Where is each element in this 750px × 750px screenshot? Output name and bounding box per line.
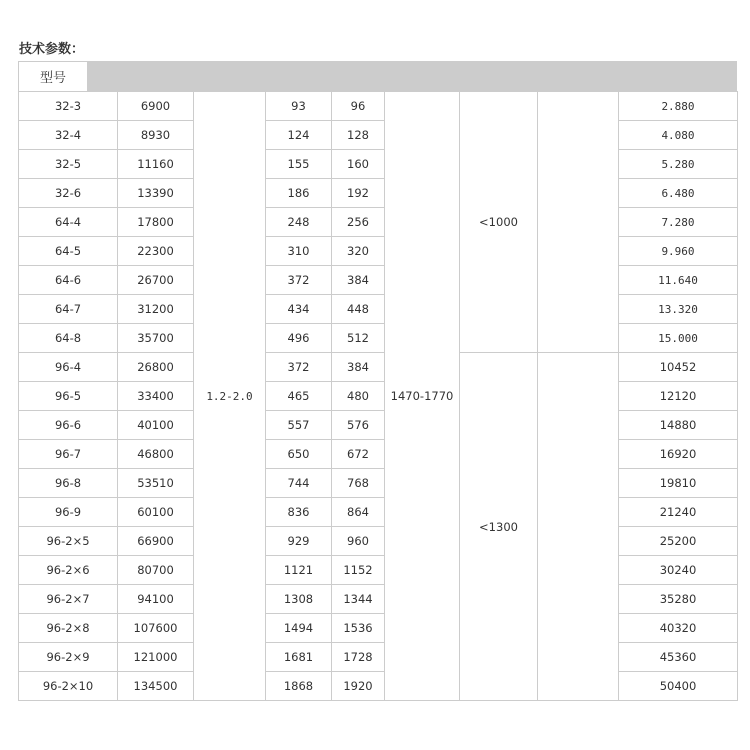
table-row bbox=[19, 498, 738, 527]
value-cell: 1494 bbox=[266, 614, 332, 643]
value-cell: 434 bbox=[266, 295, 332, 324]
value-cell: 384 bbox=[332, 353, 385, 382]
weight-cell: 16920 bbox=[619, 440, 738, 469]
value-cell: 744 bbox=[266, 469, 332, 498]
model-cell: 32-4 bbox=[19, 121, 118, 150]
value-cell: 465 bbox=[266, 382, 332, 411]
value-cell: 310 bbox=[266, 237, 332, 266]
value-cell: 22300 bbox=[118, 237, 194, 266]
model-cell: 64-7 bbox=[19, 295, 118, 324]
model-cell: 96-4 bbox=[19, 353, 118, 382]
value-cell: 650 bbox=[266, 440, 332, 469]
blank-cell bbox=[538, 353, 619, 701]
value-cell: 46800 bbox=[118, 440, 194, 469]
weight-cell: 9.960 bbox=[619, 237, 738, 266]
value-cell: 96 bbox=[332, 92, 385, 121]
table-row bbox=[19, 237, 738, 266]
value-cell: 864 bbox=[332, 498, 385, 527]
value-cell: 1152 bbox=[332, 556, 385, 585]
weight-cell: 19810 bbox=[619, 469, 738, 498]
weight-cell: 4.080 bbox=[619, 121, 738, 150]
model-cell: 64-8 bbox=[19, 324, 118, 353]
table-header-bar bbox=[18, 61, 737, 91]
weight-cell: 14880 bbox=[619, 411, 738, 440]
value-cell: 93 bbox=[266, 92, 332, 121]
value-cell: 186 bbox=[266, 179, 332, 208]
table-row bbox=[19, 527, 738, 556]
value-cell: 31200 bbox=[118, 295, 194, 324]
section-heading: 技术参数： bbox=[19, 42, 85, 57]
table-row bbox=[19, 121, 738, 150]
value-cell: 17800 bbox=[118, 208, 194, 237]
value-cell: 496 bbox=[266, 324, 332, 353]
merged-speed-cell: 1470-1770 bbox=[385, 92, 460, 701]
table-row bbox=[19, 672, 738, 701]
table-row bbox=[19, 266, 738, 295]
weight-cell: 50400 bbox=[619, 672, 738, 701]
table-row bbox=[19, 440, 738, 469]
spec-table bbox=[18, 91, 738, 701]
model-cell: 64-5 bbox=[19, 237, 118, 266]
model-cell: 96-5 bbox=[19, 382, 118, 411]
model-cell: 32-3 bbox=[19, 92, 118, 121]
value-cell: 929 bbox=[266, 527, 332, 556]
weight-cell: 2.880 bbox=[619, 92, 738, 121]
table-row bbox=[19, 208, 738, 237]
table-row bbox=[19, 353, 738, 382]
value-cell: 35700 bbox=[118, 324, 194, 353]
value-cell: 160 bbox=[332, 150, 385, 179]
value-cell: 107600 bbox=[118, 614, 194, 643]
table-row bbox=[19, 585, 738, 614]
value-cell: 94100 bbox=[118, 585, 194, 614]
weight-cell: 7.280 bbox=[619, 208, 738, 237]
weight-cell: 45360 bbox=[619, 643, 738, 672]
table-row bbox=[19, 92, 738, 121]
value-cell: 248 bbox=[266, 208, 332, 237]
value-cell: 192 bbox=[332, 179, 385, 208]
value-cell: 60100 bbox=[118, 498, 194, 527]
value-cell: 836 bbox=[266, 498, 332, 527]
value-cell: 40100 bbox=[118, 411, 194, 440]
value-cell: 448 bbox=[332, 295, 385, 324]
value-cell: 1868 bbox=[266, 672, 332, 701]
model-cell: 96-2×9 bbox=[19, 643, 118, 672]
value-cell: 1308 bbox=[266, 585, 332, 614]
weight-cell: 5.280 bbox=[619, 150, 738, 179]
model-cell: 96-2×7 bbox=[19, 585, 118, 614]
weight-cell: 12120 bbox=[619, 382, 738, 411]
model-column-header: 型号 bbox=[19, 62, 87, 91]
merged-limit-cell: <1000 bbox=[460, 92, 538, 353]
model-cell: 96-6 bbox=[19, 411, 118, 440]
value-cell: 1121 bbox=[266, 556, 332, 585]
value-cell: 6900 bbox=[118, 92, 194, 121]
value-cell: 8930 bbox=[118, 121, 194, 150]
value-cell: 26800 bbox=[118, 353, 194, 382]
weight-cell: 40320 bbox=[619, 614, 738, 643]
value-cell: 13390 bbox=[118, 179, 194, 208]
value-cell: 557 bbox=[266, 411, 332, 440]
value-cell: 768 bbox=[332, 469, 385, 498]
value-cell: 372 bbox=[266, 266, 332, 295]
merged-limit-cell: <1300 bbox=[460, 353, 538, 701]
value-cell: 26700 bbox=[118, 266, 194, 295]
model-cell: 96-2×5 bbox=[19, 527, 118, 556]
spec-table-body bbox=[19, 92, 738, 701]
weight-cell: 13.320 bbox=[619, 295, 738, 324]
model-cell: 96-7 bbox=[19, 440, 118, 469]
model-cell: 96-8 bbox=[19, 469, 118, 498]
value-cell: 1344 bbox=[332, 585, 385, 614]
weight-cell: 11.640 bbox=[619, 266, 738, 295]
merged-range-cell: 1.2-2.0 bbox=[194, 92, 266, 701]
weight-cell: 10452 bbox=[619, 353, 738, 382]
value-cell: 1728 bbox=[332, 643, 385, 672]
model-cell: 64-4 bbox=[19, 208, 118, 237]
table-row bbox=[19, 614, 738, 643]
value-cell: 134500 bbox=[118, 672, 194, 701]
value-cell: 1920 bbox=[332, 672, 385, 701]
weight-cell: 21240 bbox=[619, 498, 738, 527]
value-cell: 33400 bbox=[118, 382, 194, 411]
weight-cell: 30240 bbox=[619, 556, 738, 585]
model-cell: 96-2×10 bbox=[19, 672, 118, 701]
value-cell: 384 bbox=[332, 266, 385, 295]
value-cell: 66900 bbox=[118, 527, 194, 556]
value-cell: 480 bbox=[332, 382, 385, 411]
value-cell: 80700 bbox=[118, 556, 194, 585]
model-cell: 96-2×8 bbox=[19, 614, 118, 643]
model-cell: 64-6 bbox=[19, 266, 118, 295]
value-cell: 1681 bbox=[266, 643, 332, 672]
model-cell: 96-9 bbox=[19, 498, 118, 527]
value-cell: 512 bbox=[332, 324, 385, 353]
value-cell: 121000 bbox=[118, 643, 194, 672]
value-cell: 155 bbox=[266, 150, 332, 179]
weight-cell: 15.000 bbox=[619, 324, 738, 353]
value-cell: 576 bbox=[332, 411, 385, 440]
table-row bbox=[19, 324, 738, 353]
value-cell: 372 bbox=[266, 353, 332, 382]
value-cell: 11160 bbox=[118, 150, 194, 179]
value-cell: 124 bbox=[266, 121, 332, 150]
value-cell: 960 bbox=[332, 527, 385, 556]
table-row bbox=[19, 179, 738, 208]
value-cell: 1536 bbox=[332, 614, 385, 643]
table-row bbox=[19, 411, 738, 440]
blank-cell bbox=[538, 92, 619, 353]
weight-cell: 25200 bbox=[619, 527, 738, 556]
model-cell: 32-6 bbox=[19, 179, 118, 208]
value-cell: 53510 bbox=[118, 469, 194, 498]
model-cell: 96-2×6 bbox=[19, 556, 118, 585]
weight-cell: 6.480 bbox=[619, 179, 738, 208]
table-row bbox=[19, 150, 738, 179]
table-row bbox=[19, 643, 738, 672]
value-cell: 256 bbox=[332, 208, 385, 237]
table-row bbox=[19, 556, 738, 585]
table-row bbox=[19, 382, 738, 411]
value-cell: 128 bbox=[332, 121, 385, 150]
table-row bbox=[19, 295, 738, 324]
value-cell: 672 bbox=[332, 440, 385, 469]
table-row bbox=[19, 469, 738, 498]
weight-cell: 35280 bbox=[619, 585, 738, 614]
value-cell: 320 bbox=[332, 237, 385, 266]
model-cell: 32-5 bbox=[19, 150, 118, 179]
